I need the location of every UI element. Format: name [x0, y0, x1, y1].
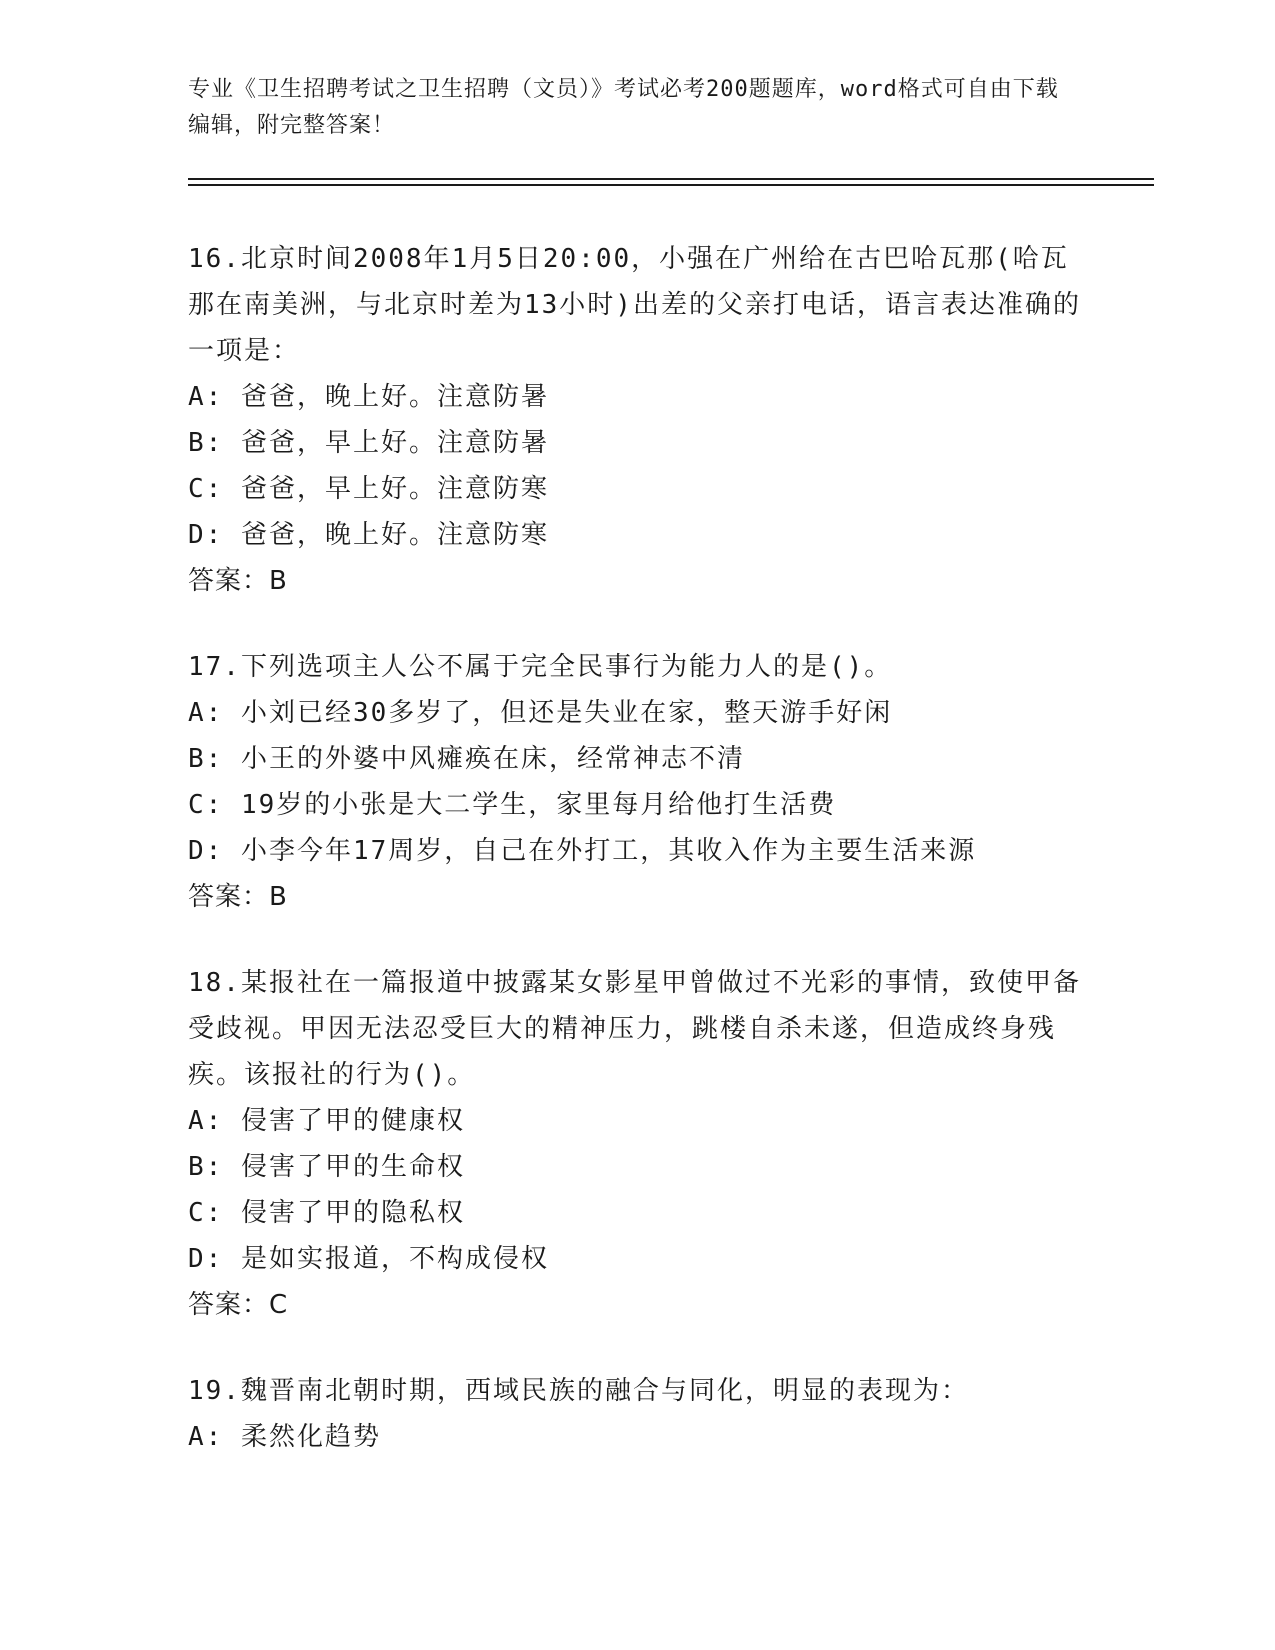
option-a: A: 侵害了甲的健康权 [188, 1106, 465, 1136]
question-text: 17.下列选项主人公不属于完全民事行为能力人的是()。 [188, 652, 893, 682]
question-text: 16.北京时间2008年1月5日20:00，小强在广州给在古巴哈瓦那(哈瓦那在南美洲，与北京时差为13小时)出差的父亲打电话，语言表达准确的一项是： [188, 244, 1081, 366]
option-c: C: 19岁的小张是大二学生，家里每月给他打生活费 [188, 790, 837, 820]
option-b: B: 爸爸，早上好。注意防暑 [188, 428, 549, 458]
question-list [188, 236, 1088, 1500]
option-c: C: 爸爸，早上好。注意防寒 [188, 474, 549, 504]
document-header: 专业《卫生招聘考试之卫生招聘（文员）》考试必考200题题库，word格式可自由下载编辑，附完整答案！ [188, 77, 1059, 138]
option-a: A: 柔然化趋势 [188, 1422, 381, 1452]
option-d: D: 爸爸，晚上好。注意防寒 [188, 520, 549, 550]
answer: 答案：C [188, 1290, 289, 1320]
option-a: A: 小刘已经30多岁了，但还是失业在家，整天游手好闲 [188, 698, 893, 728]
answer: 答案：B [188, 882, 288, 912]
option-b: B: 侵害了甲的生命权 [188, 1152, 465, 1182]
question-16 [188, 236, 1088, 604]
question-text: 19.魏晋南北朝时期，西域民族的融合与同化，明显的表现为： [188, 1376, 969, 1406]
question-18 [188, 960, 1088, 1328]
header-divider-top [188, 178, 1154, 180]
option-c: C: 侵害了甲的隐私权 [188, 1198, 465, 1228]
header-divider-bottom [188, 184, 1154, 186]
question-text: 18.某报社在一篇报道中披露某女影星甲曾做过不光彩的事情，致使甲备受歧视。甲因无法忍受巨大的精神压力，跳楼自杀未遂，但造成终身残疾。该报社的行为()。 [188, 968, 1081, 1090]
option-d: D: 小李今年17周岁，自己在外打工，其收入作为主要生活来源 [188, 836, 977, 866]
option-b: B: 小王的外婆中风瘫痪在床，经常神志不清 [188, 744, 745, 774]
answer: 答案：B [188, 566, 288, 596]
question-17 [188, 644, 1088, 920]
question-19 [188, 1368, 1088, 1460]
option-a: A: 爸爸，晚上好。注意防暑 [188, 382, 549, 412]
option-d: D: 是如实报道，不构成侵权 [188, 1244, 549, 1274]
